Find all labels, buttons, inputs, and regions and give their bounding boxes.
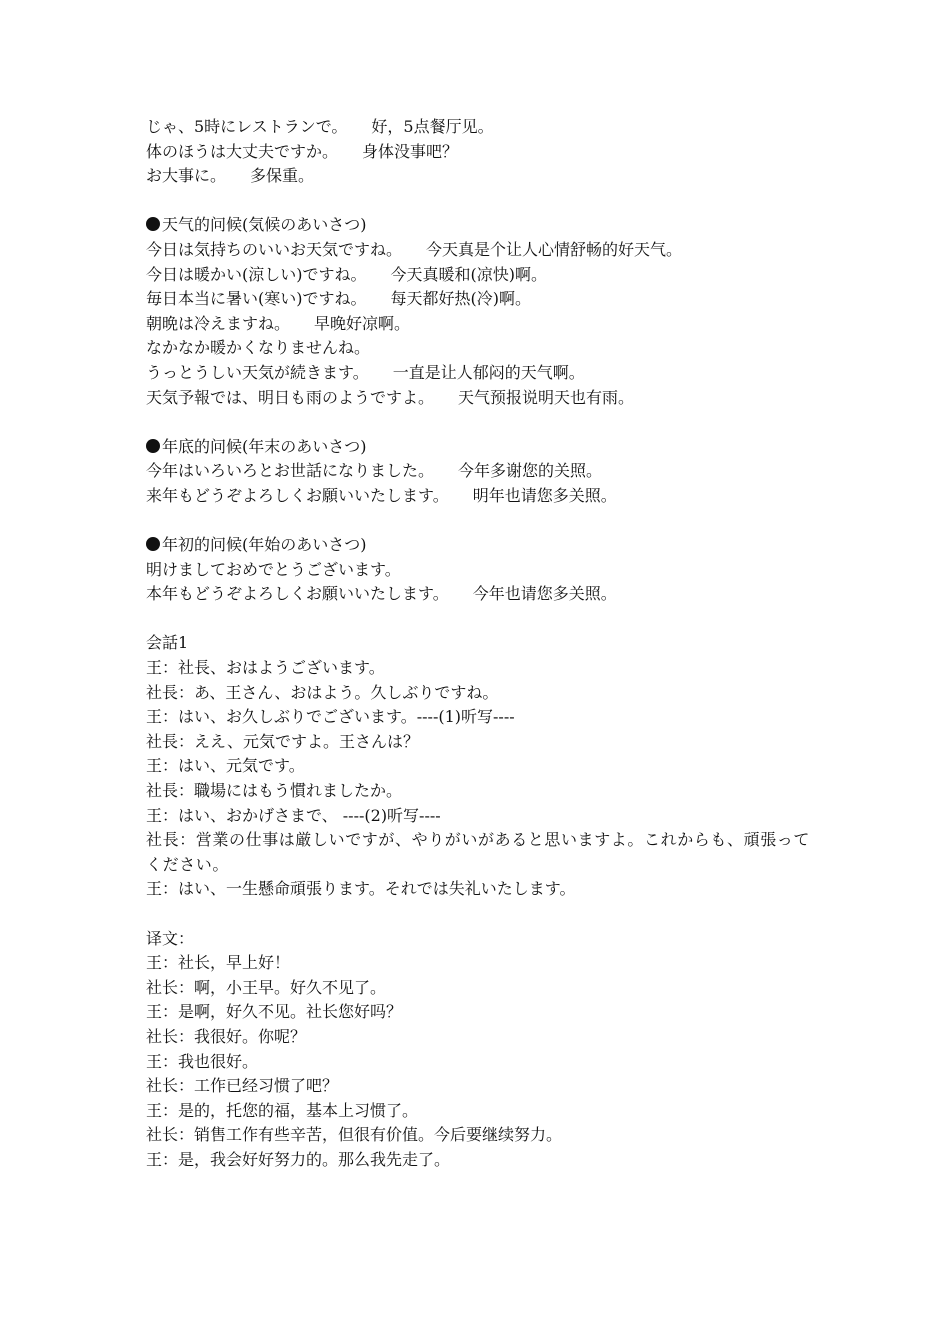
translation-line: 王：我也很好。 bbox=[146, 1051, 259, 1071]
chinese-translation: 天气预报说明天也有雨。 bbox=[458, 387, 635, 407]
translation-title: 译文： bbox=[146, 928, 195, 948]
year-end-line bbox=[146, 484, 816, 509]
japanese-text: なかなか暖かくなりませんね。 bbox=[146, 338, 371, 358]
translation-line: 王：社长，早上好！ bbox=[146, 953, 291, 973]
year-end-line bbox=[146, 459, 816, 484]
dialogue-line: 社長：営業の仕事は厳しいですが、やりがいがあると思いますよ。これからも、頑張ってください。 bbox=[146, 830, 811, 874]
japanese-text: 毎日本当に暑い(寒い)ですね。 bbox=[146, 289, 359, 309]
chinese-translation: 今年多谢您的关照。 bbox=[458, 461, 603, 481]
weather-line bbox=[146, 263, 816, 288]
translation-line: 社长：销售工作有些辛苦，但很有价值。今后要继续努力。 bbox=[146, 1125, 563, 1145]
chinese-translation: 好，5点餐厅见。 bbox=[371, 117, 494, 136]
blank-line bbox=[146, 607, 816, 632]
chinese-translation: 每天都好热(冷)啊。 bbox=[390, 289, 532, 309]
japanese-text: 来年もどうぞよろしくお願いいたします。 bbox=[146, 485, 441, 505]
heading-text: 天气的问候(気候のあいさつ) bbox=[162, 215, 367, 235]
blank-line bbox=[146, 189, 816, 214]
year-start-line bbox=[146, 558, 816, 583]
dialogue-line: 王：はい、お久しぶりでございます。----(1)听写---- bbox=[146, 707, 515, 727]
translation-line: 社长：啊，小王早。好久不见了。 bbox=[146, 977, 387, 997]
blank-line bbox=[146, 509, 816, 534]
chinese-translation: 今天真是个让人心情舒畅的好天气。 bbox=[426, 239, 683, 259]
greeting-line bbox=[146, 164, 816, 189]
bullet-dot-icon bbox=[146, 217, 160, 231]
weather-line bbox=[146, 238, 816, 263]
chinese-translation: 多保重。 bbox=[250, 166, 315, 186]
greeting-line bbox=[146, 115, 816, 140]
dialogue-line: 社長：あ、王さん、おはよう。久しぶりですね。 bbox=[146, 682, 499, 702]
greeting-line bbox=[146, 140, 816, 165]
heading-text: 年初的问候(年始のあいさつ) bbox=[162, 535, 367, 555]
dialogue-line: 王：社長、おはようございます。 bbox=[146, 658, 385, 678]
section-heading-weather bbox=[146, 213, 816, 238]
chinese-translation: 今年也请您多关照。 bbox=[472, 584, 617, 604]
chinese-translation: 一直是让人郁闷的天气啊。 bbox=[392, 362, 585, 382]
blank-line bbox=[146, 410, 816, 435]
japanese-text: 朝晩は冷えますね。 bbox=[146, 313, 283, 333]
japanese-text: 今日は気持ちのいいお天気ですね。 bbox=[146, 239, 395, 259]
japanese-text: うっとうしい天気が続きます。 bbox=[146, 362, 361, 382]
japanese-text: お大事に。 bbox=[146, 166, 219, 186]
section-heading-year-end bbox=[146, 435, 816, 460]
japanese-text: 今日は暖かい(涼しい)ですね。 bbox=[146, 264, 359, 284]
translation-line: 王：是的，托您的福，基本上习惯了。 bbox=[146, 1100, 419, 1120]
heading-text: 年底的问候(年末のあいさつ) bbox=[162, 436, 367, 456]
translation-line: 王：是，我会好好努力的。那么我先走了。 bbox=[146, 1149, 451, 1169]
translation-line: 社长：我很好。你呢？ bbox=[146, 1026, 307, 1046]
weather-line bbox=[146, 386, 816, 411]
japanese-text: 明けましておめでとうございます。 bbox=[146, 559, 401, 579]
weather-line bbox=[146, 287, 816, 312]
blank-line bbox=[146, 902, 816, 927]
dialogue-line: 王：はい、おかげさまで、 ----(2)听写---- bbox=[146, 805, 441, 825]
year-start-line bbox=[146, 582, 816, 607]
dialogue-line: 社長：ええ、元気ですよ。王さんは？ bbox=[146, 731, 419, 751]
bullet-dot-icon bbox=[146, 439, 160, 453]
japanese-text: じゃ、5時にレストランで。 bbox=[146, 117, 340, 136]
chinese-translation: 早晚好凉啊。 bbox=[314, 313, 411, 333]
chinese-translation: 今天真暖和(凉快)啊。 bbox=[390, 264, 548, 284]
japanese-text: 天気予報では、明日も雨のようですよ。 bbox=[146, 387, 427, 407]
dialogue-line: 王：はい、元気です。 bbox=[146, 756, 305, 776]
conversation-title: 会話1 bbox=[146, 633, 189, 653]
japanese-text: 今年はいろいろとお世話になりました。 bbox=[146, 461, 427, 481]
dialogue-line: 王：はい、一生懸命頑張ります。それでは失礼いたします。 bbox=[146, 879, 576, 899]
chinese-translation: 明年也请您多关照。 bbox=[472, 485, 617, 505]
translation-line: 社长：工作已经习惯了吧？ bbox=[146, 1076, 339, 1096]
weather-line bbox=[146, 312, 816, 337]
japanese-text: 本年もどうぞよろしくお願いいたします。 bbox=[146, 584, 441, 604]
weather-line bbox=[146, 361, 816, 386]
japanese-text: 体のほうは大丈夫ですか。 bbox=[146, 141, 331, 161]
weather-line bbox=[146, 336, 816, 361]
bullet-dot-icon bbox=[146, 537, 160, 551]
section-heading-year-start bbox=[146, 533, 816, 558]
dialogue-line: 社長：職場にはもう慣れましたか。 bbox=[146, 781, 403, 801]
chinese-translation: 身体没事吧？ bbox=[362, 141, 459, 161]
document-page bbox=[146, 115, 816, 1173]
translation-line: 王：是啊，好久不见。社长您好吗？ bbox=[146, 1002, 403, 1022]
